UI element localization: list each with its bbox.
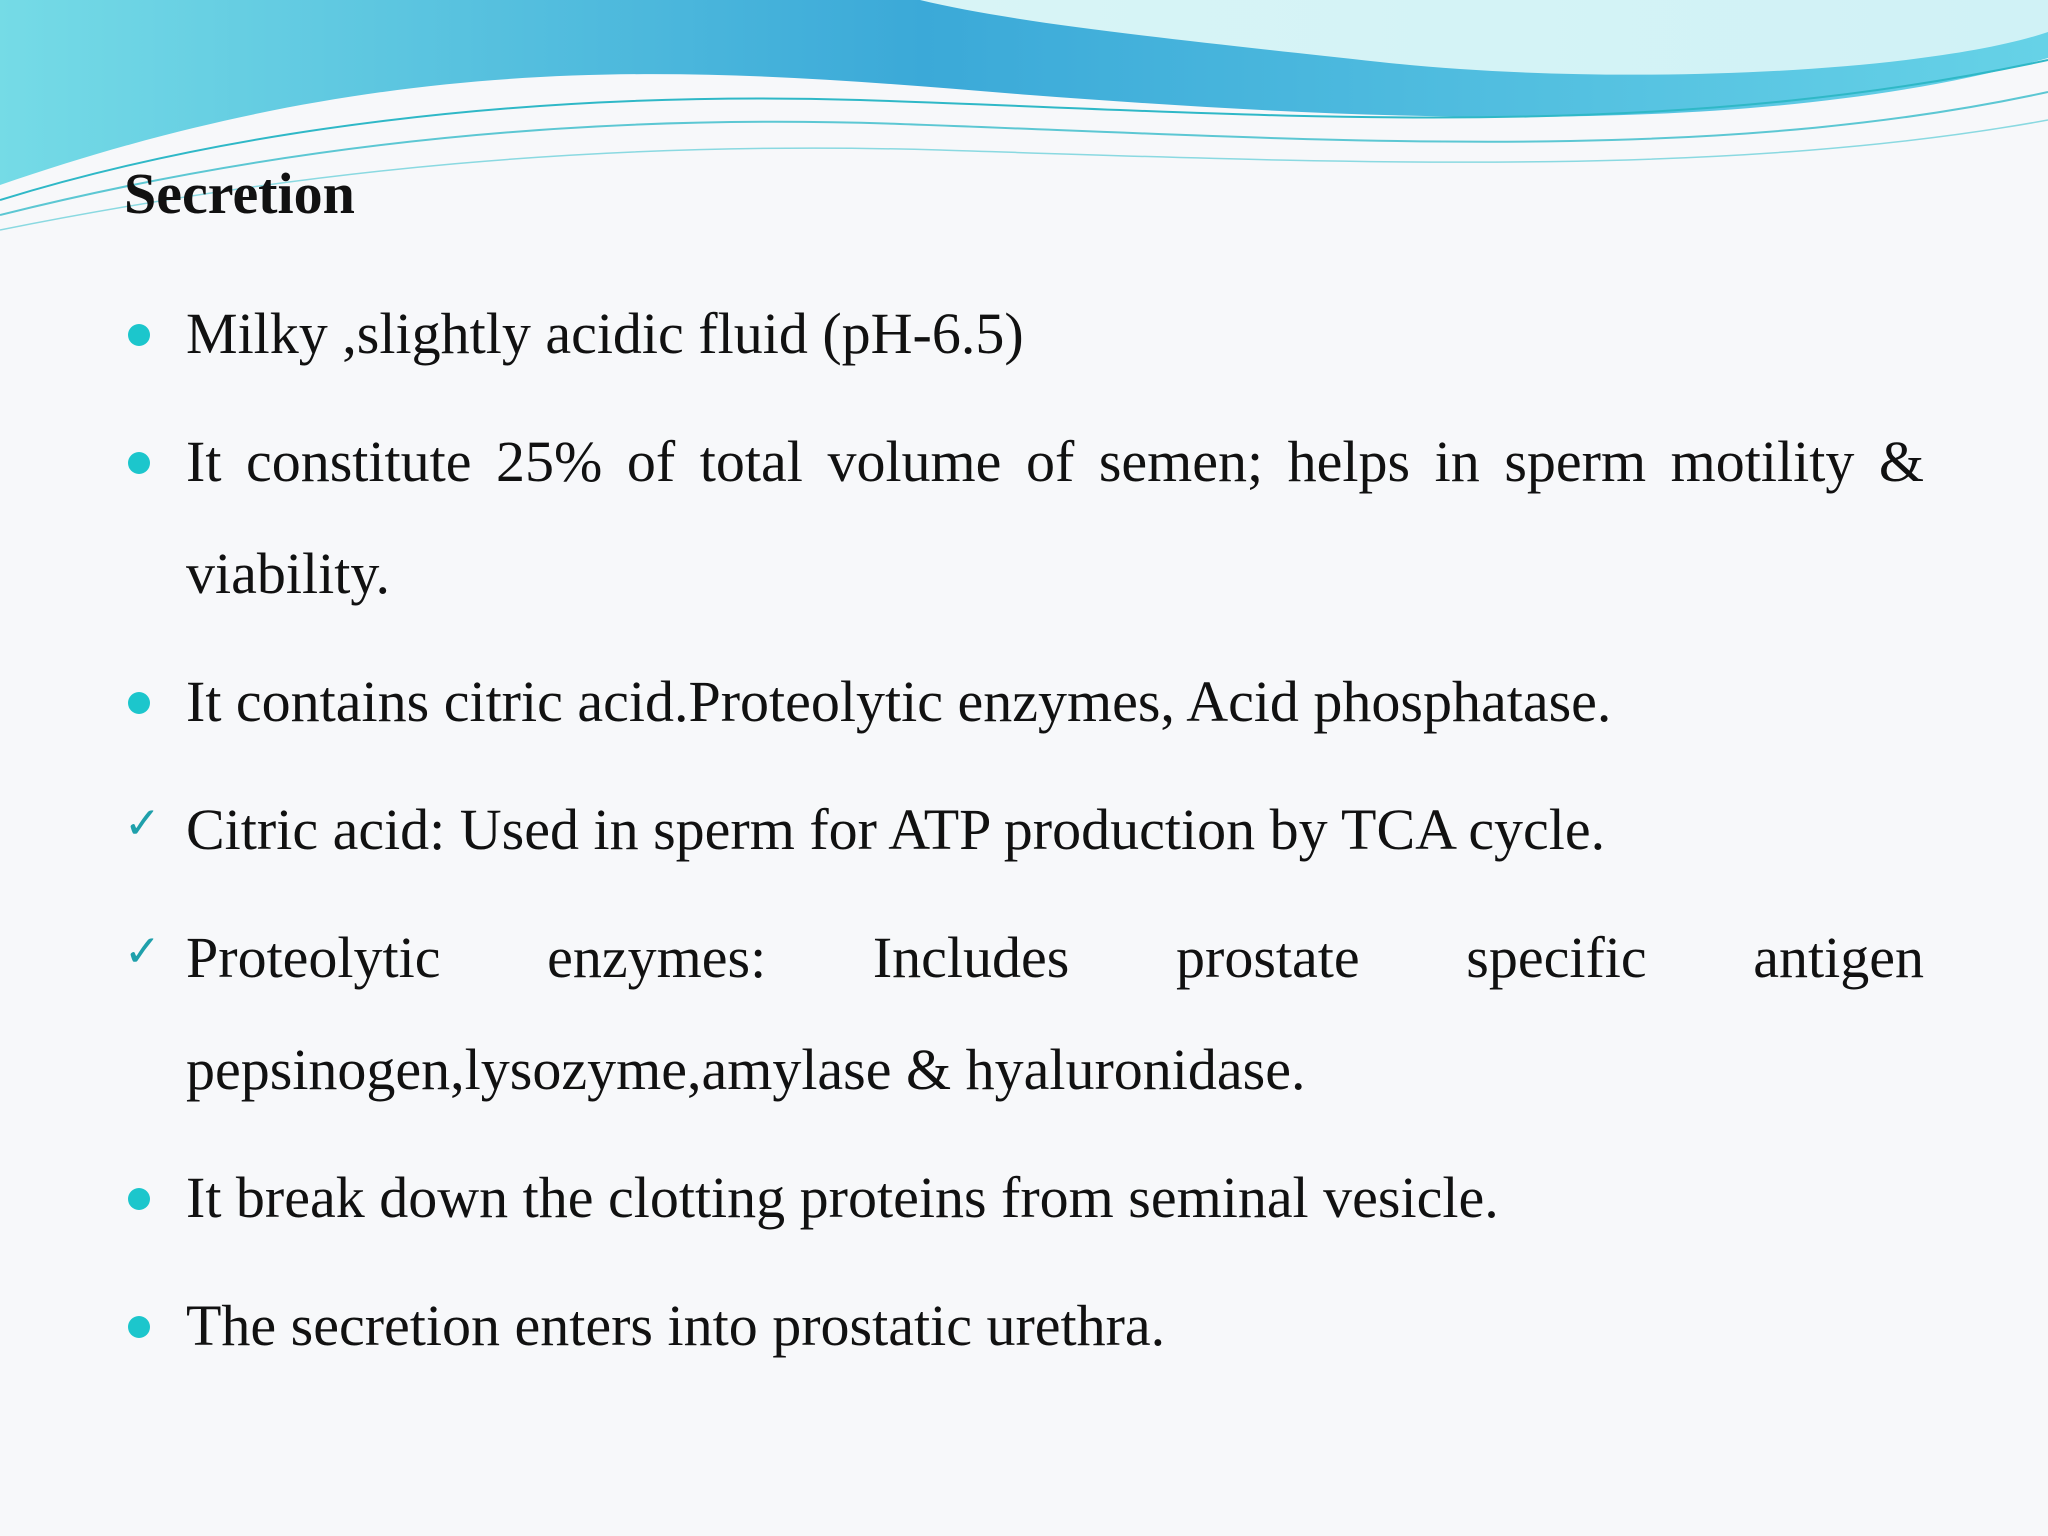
list-item: [124, 902, 1924, 1126]
checkmark-icon: ✓: [124, 926, 161, 977]
list-item: [124, 1142, 1924, 1254]
list-item: [124, 774, 1924, 886]
checkmark-icon: ✓: [124, 798, 161, 849]
list-item: [124, 278, 1924, 390]
bullet-list: [124, 278, 1924, 1398]
dot-bullet-icon: [128, 1316, 150, 1338]
dot-bullet-icon: [128, 692, 150, 714]
slide-title: Secretion: [124, 161, 355, 226]
dot-bullet-icon: [128, 1188, 150, 1210]
list-item-text: The secretion enters into prostatic urethra.: [186, 1293, 1166, 1358]
list-item-text: It constitute 25% of total volume of semen; helps in sperm motility & viability.: [186, 429, 1924, 606]
list-item-text: Milky ,slightly acidic fluid (pH-6.5): [186, 301, 1024, 366]
list-item-text: It contains citric acid.Proteolytic enzymes, Acid phosphatase.: [186, 669, 1612, 734]
list-item-text: It break down the clotting proteins from seminal vesicle.: [186, 1165, 1499, 1230]
list-item: [124, 1270, 1924, 1382]
dot-bullet-icon: [128, 324, 150, 346]
dot-bullet-icon: [128, 452, 150, 474]
list-item: [124, 406, 1924, 630]
list-item: [124, 646, 1924, 758]
list-item-text: Proteolytic enzymes: Includes prostate specific antigen pepsinogen,lysozyme,amylase & hyaluronidase.: [186, 925, 1924, 1102]
list-item-text: Citric acid: Used in sperm for ATP production by TCA cycle.: [186, 797, 1606, 862]
